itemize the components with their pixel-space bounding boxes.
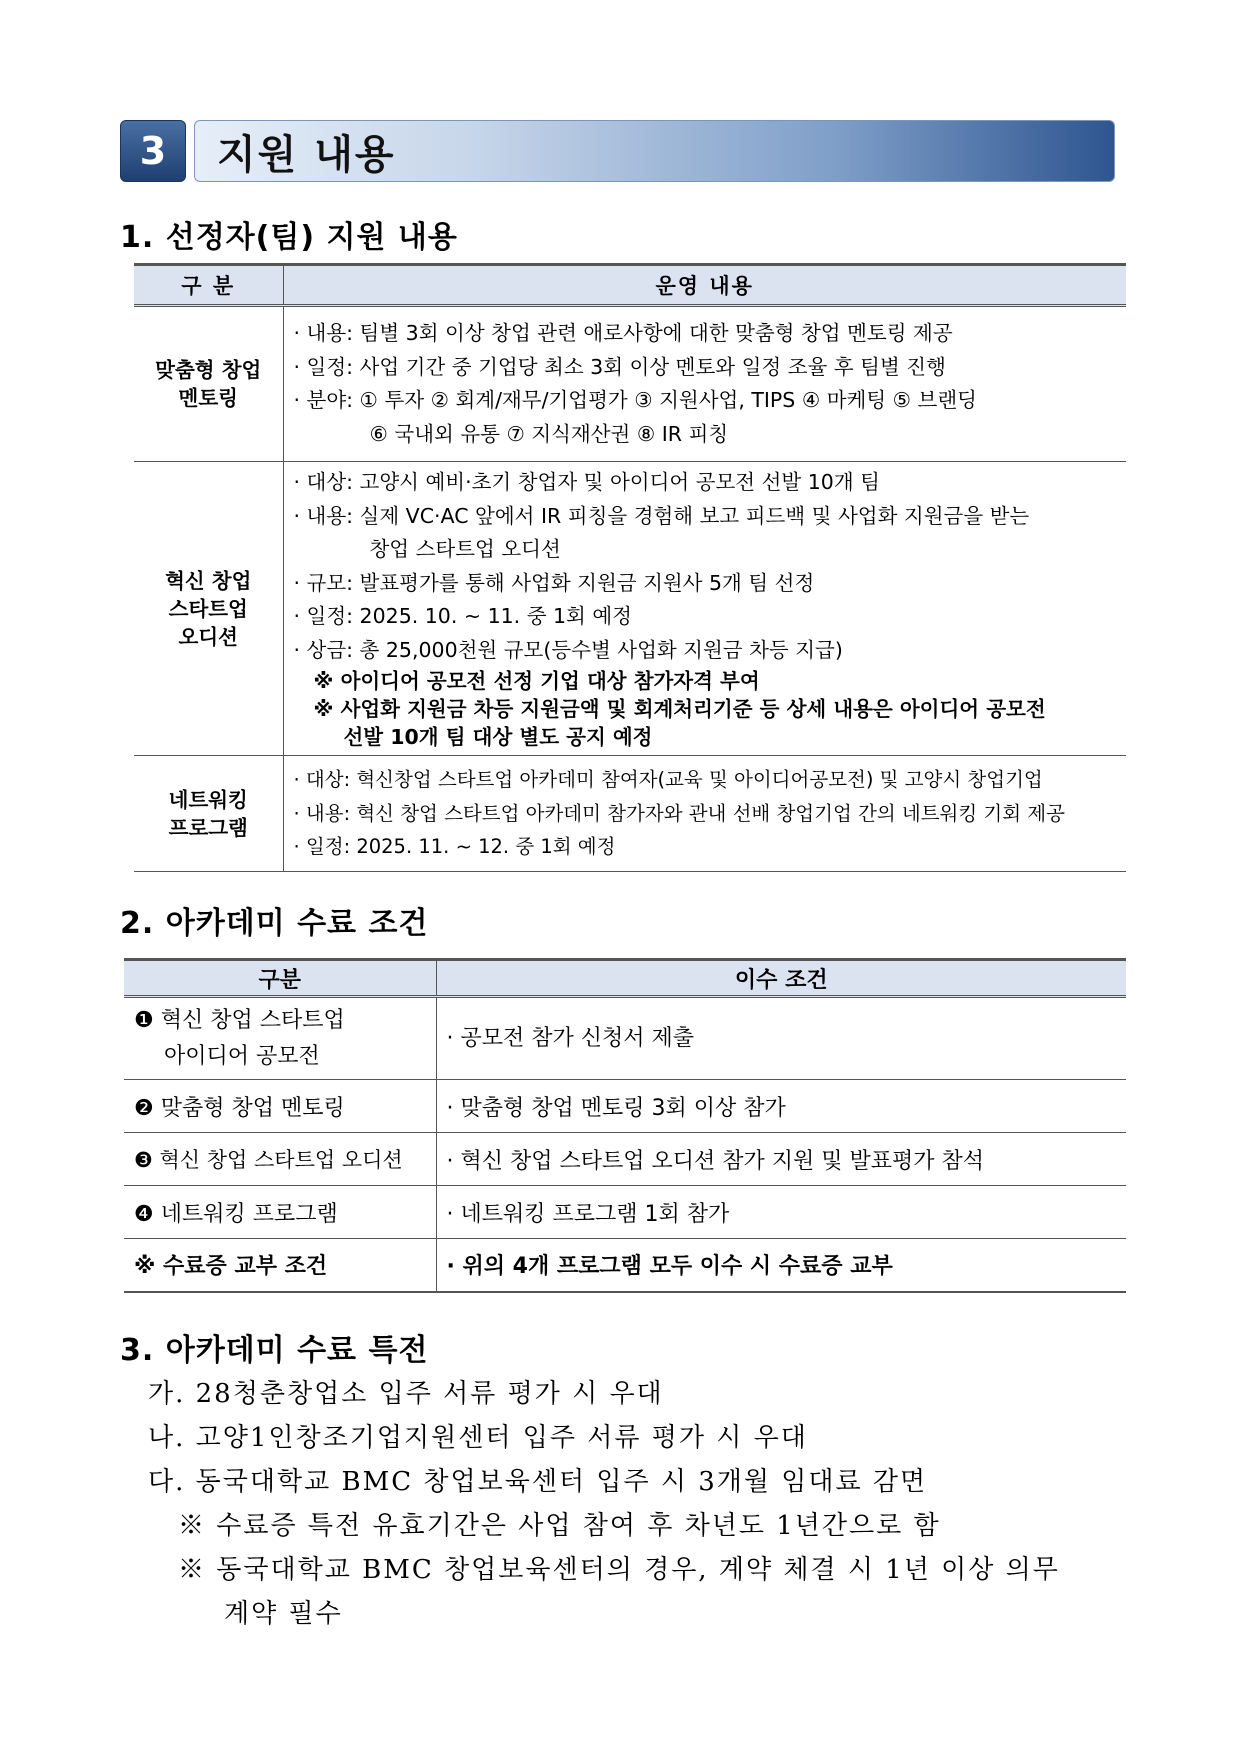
list-item: ※ 수료증 특전 유효기간은 사업 참여 후 차년도 1년간으로 함 bbox=[178, 1511, 941, 1541]
row-content: · 내용: 팀별 3회 이상 창업 관련 애로사항에 대한 맞춤형 창업 멘토링 제공 · 일정: 사업 기간 중 기업당 최소 3회 이상 멘토와 일정 조율 후 팀별 진행 · 분야: ① 투자 ② 회계/재무/기업평가 ③ 지원사업, TIPS ④ 마케팅 ⑤ 브랜딩 ⑥ 국내외 유통 ⑦ 지식재산권 ⑧ IR 피칭 bbox=[283, 306, 1126, 462]
row-label: ※ 수료증 교부 조건 bbox=[124, 1239, 436, 1292]
note: ※ 아이디어 공모전 선정 기업 대상 참가자격 부여 bbox=[313, 669, 760, 693]
row-condition: · 공모전 참가 신청서 제출 bbox=[436, 997, 1126, 1080]
section-banner bbox=[120, 120, 1115, 182]
row-condition: · 맞춤형 창업 멘토링 3회 이상 참가 bbox=[436, 1080, 1126, 1133]
list-item: 나. 고양1인창조기업지원센터 입주 서류 평가 시 우대 bbox=[148, 1423, 808, 1453]
row-category: 맞춤형 창업 멘토링 bbox=[134, 306, 283, 462]
row-condition: · 혁신 창업 스타트업 오디션 참가 지원 및 발표평가 참석 bbox=[436, 1133, 1126, 1186]
row-content: · 대상: 혁신창업 스타트업 아카데미 참여자(교육 및 아이디어공모전) 및 고양시 창업기업 · 내용: 혁신 창업 스타트업 아카데미 참가자와 관내 선배 창업기업 간의 네트워킹 기회 제공 · 일정: 2025. 11. ~ 12. 중 1회 예정 bbox=[283, 756, 1126, 872]
table-row bbox=[124, 1239, 1126, 1292]
table-row bbox=[134, 462, 1126, 756]
row-label: ❹ 네트워킹 프로그램 bbox=[124, 1186, 436, 1239]
support-content-table bbox=[134, 263, 1126, 872]
row-category: 혁신 창업 스타트업 오디션 bbox=[134, 462, 283, 756]
heading-completion-conditions: 2. 아카데미 수료 조건 bbox=[120, 906, 429, 941]
list-item: 계약 필수 bbox=[224, 1599, 343, 1629]
row-content: · 대상: 고양시 예비·초기 창업자 및 아이디어 공모전 선발 10개 팀 · 내용: 실제 VC·AC 앞에서 IR 피칭을 경험해 보고 피드백 및 사업화 지원금을 받는 창업 스타트업 오디션 · 규모: 발표평가를 통해 사업화 지원금 지원사 5개 팀 선정 · 일정: 2025. 10. ~ 11. 중 1회 예정 · 상금: 총 25,000천원 규모(등수별 사업화 지원금 차등 지급) ※ 아이디어 공모전 선정 기업 대상 참가자격 부여 ※ 사업화 지원금 차등 지원금액 및 회계처리기준 등 상세 내용은 아이디어 공모전 선발 10개 팀 대상 별도 공지 예정 bbox=[283, 462, 1126, 756]
list-item: 다. 동국대학교 BMC 창업보육센터 입주 시 3개월 임대료 감면 bbox=[148, 1467, 928, 1497]
table-row bbox=[124, 1186, 1126, 1239]
note: ※ 사업화 지원금 차등 지원금액 및 회계처리기준 등 상세 내용은 아이디어 공모전 bbox=[313, 697, 1046, 721]
table1-header-content: 운영 내용 bbox=[283, 265, 1126, 306]
row-condition: · 위의 4개 프로그램 모두 이수 시 수료증 교부 bbox=[436, 1239, 1126, 1292]
table2-header-category: 구분 bbox=[124, 960, 436, 997]
heading-completion-benefits: 3. 아카데미 수료 특전 bbox=[120, 1333, 429, 1368]
benefits-list bbox=[148, 1372, 1060, 1636]
row-label: ❸ 혁신 창업 스타트업 오디션 bbox=[124, 1133, 436, 1186]
table-row bbox=[124, 1080, 1126, 1133]
heading-support-content: 1. 선정자(팀) 지원 내용 bbox=[120, 220, 458, 255]
row-label: ❷ 맞춤형 창업 멘토링 bbox=[124, 1080, 436, 1133]
completion-conditions-table bbox=[124, 958, 1126, 1293]
table-row bbox=[134, 756, 1126, 872]
section-title: 지원 내용 bbox=[194, 120, 1115, 182]
table-row bbox=[134, 306, 1126, 462]
list-item: 가. 28청춘창업소 입주 서류 평가 시 우대 bbox=[148, 1379, 664, 1409]
note: 선발 10개 팀 대상 별도 공지 예정 bbox=[343, 725, 653, 749]
row-category: 네트워킹 프로그램 bbox=[134, 756, 283, 872]
row-label: ❶ 혁신 창업 스타트업 아이디어 공모전 bbox=[124, 997, 436, 1080]
table-row bbox=[124, 997, 1126, 1080]
table2-header-condition: 이수 조건 bbox=[436, 960, 1126, 997]
table1-header-category: 구 분 bbox=[134, 265, 283, 306]
table-row bbox=[124, 1133, 1126, 1186]
row-condition: · 네트워킹 프로그램 1회 참가 bbox=[436, 1186, 1126, 1239]
section-number: 3 bbox=[120, 120, 186, 182]
list-item: ※ 동국대학교 BMC 창업보육센터의 경우, 계약 체결 시 1년 이상 의무 bbox=[178, 1555, 1060, 1585]
